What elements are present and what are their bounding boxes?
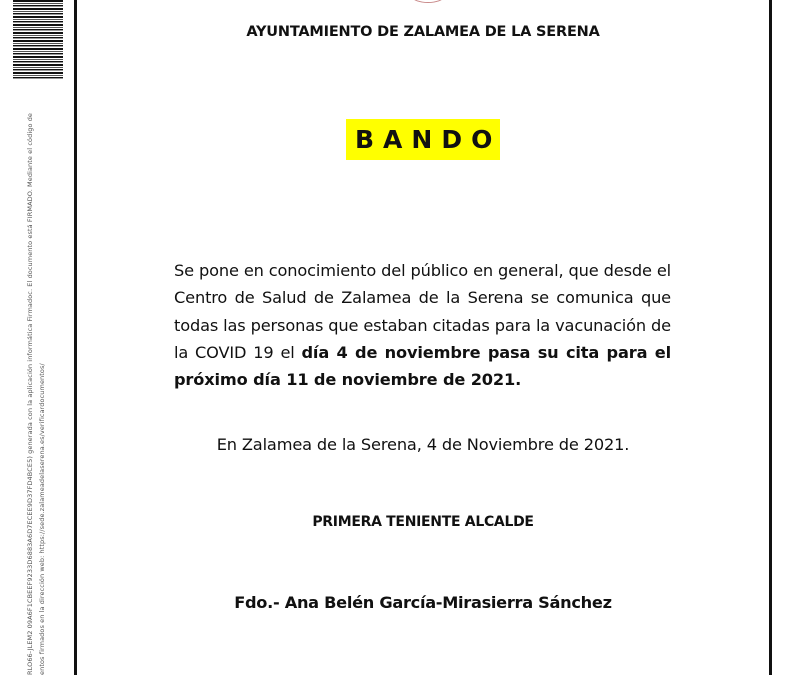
announcement-body-bold: día 4 de noviembre pasa su cita para el próximo día 11 de noviembre de 2021. — [174, 342, 671, 390]
institution-title: AYUNTAMIENTO DE ZALAMEA DE LA SERENA — [246, 24, 600, 40]
municipal-seal-icon — [412, 0, 444, 3]
place-date: En Zalamea de la Serena, 4 de Noviembre de 2021. — [216, 435, 630, 454]
verification-text-line-1: RLO66-JLEM2 09A6F1CBEEF9233D6883A6D7ECEE9D37FD4BCE5) generada con la aplicación informática Firmadoc. El documento está FIRMADO. Mediante el código de — [26, 112, 34, 675]
barcode-icon — [13, 0, 63, 80]
document-type-label: BANDO — [346, 119, 500, 160]
announcement-body-normal: Se pone en conocimiento del público en general, que desde el Centro de Salud de Zalamea de la Serena se comunica que todas las personas que estaban citadas para la vacunación de la COVID 19 el — [174, 261, 671, 362]
verification-text-line-2: entos firmados en la dirección web: https://sede.zalameadelaserena.es/verificardocumentos/ — [38, 363, 46, 675]
signer-title: PRIMERA TENIENTE ALCALDE — [312, 514, 534, 530]
left-border-line — [74, 0, 77, 675]
announcement-body — [174, 257, 671, 393]
signer-name: Fdo.- Ana Belén García-Mirasierra Sánchez — [234, 593, 612, 612]
right-border-line — [769, 0, 772, 675]
